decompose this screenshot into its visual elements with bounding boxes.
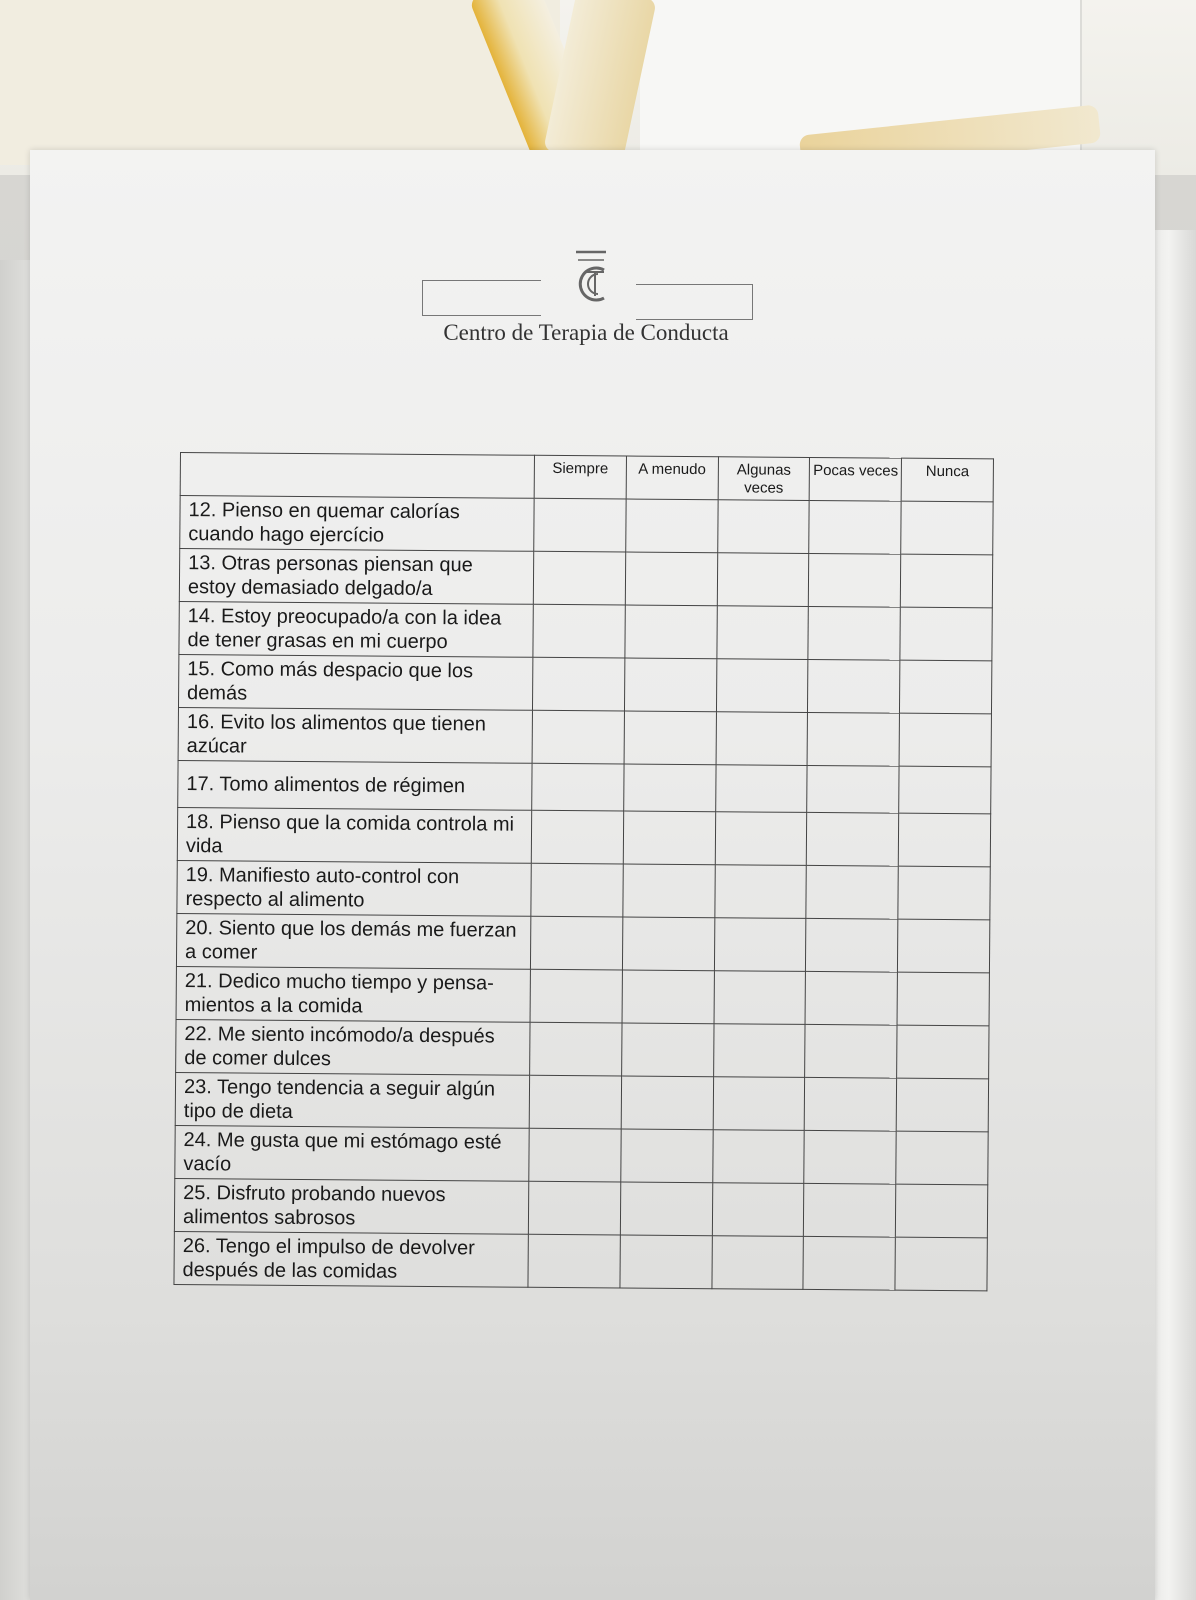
- column-header-a-menudo: A menudo: [626, 456, 718, 500]
- question-text: 14. Estoy preocupado/a con la idea de tener grasas en mi cuerpo: [179, 601, 533, 657]
- table-row: [179, 601, 992, 660]
- question-text: 26. Tengo el impulso de devolver después de las comidas: [174, 1231, 528, 1287]
- table-row: [180, 496, 993, 555]
- answer-cell[interactable]: [623, 811, 715, 865]
- answer-cell[interactable]: [807, 765, 899, 813]
- question-text: 18. Pienso que la comida controla mi vida: [177, 807, 531, 863]
- answer-cell[interactable]: [625, 552, 717, 606]
- answer-cell[interactable]: [622, 970, 714, 1024]
- letterhead-rule-left: [422, 280, 541, 316]
- answer-cell[interactable]: [712, 1130, 804, 1184]
- question-text: 17. Tomo alimentos de régimen: [178, 760, 532, 810]
- answer-cell[interactable]: [808, 659, 900, 713]
- question-text: 23. Tengo tendencia a seguir algún tipo de dieta: [175, 1072, 529, 1128]
- answer-cell[interactable]: [716, 659, 808, 713]
- answer-cell[interactable]: [898, 813, 990, 867]
- column-header-siempre: Siempre: [534, 455, 626, 499]
- answer-cell[interactable]: [899, 766, 991, 814]
- answer-cell[interactable]: [714, 971, 806, 1025]
- answer-cell[interactable]: [809, 500, 901, 554]
- answer-cell[interactable]: [530, 1022, 622, 1076]
- answer-cell[interactable]: [901, 501, 993, 555]
- answer-cell[interactable]: [621, 1023, 713, 1077]
- answer-cell[interactable]: [804, 1183, 896, 1237]
- answer-cell[interactable]: [803, 1236, 895, 1290]
- answer-cell[interactable]: [622, 917, 714, 971]
- answer-cell[interactable]: [896, 1184, 988, 1238]
- question-text: 21. Dedico mucho tiempo y pensa-mientos a la comida: [176, 966, 530, 1022]
- answer-cell[interactable]: [714, 918, 806, 972]
- answer-cell[interactable]: [713, 1024, 805, 1078]
- questionnaire-table: [173, 452, 994, 1291]
- plastic-sleeve-edge: [1150, 230, 1196, 1600]
- answer-cell[interactable]: [530, 916, 622, 970]
- answer-cell[interactable]: [529, 1075, 621, 1129]
- column-header-pocas-veces: Pocas veces: [810, 457, 902, 501]
- question-text: 25. Disfruto probando nuevos alimentos sabrosos: [174, 1178, 528, 1234]
- ctc-monogram-icon: [564, 248, 618, 308]
- answer-cell[interactable]: [624, 711, 716, 765]
- question-text: 15. Como más despacio que los demás: [178, 654, 532, 710]
- answer-cell[interactable]: [806, 865, 898, 919]
- answer-cell[interactable]: [713, 1077, 805, 1131]
- question-text: 20. Siento que los demás me fuerzan a comer: [176, 913, 530, 969]
- table-row: [178, 760, 991, 813]
- answer-cell[interactable]: [529, 1128, 621, 1182]
- answer-cell[interactable]: [626, 499, 718, 553]
- answer-cell[interactable]: [528, 1234, 620, 1288]
- column-header-algunas-veces: Algunas veces: [718, 457, 810, 501]
- answer-cell[interactable]: [621, 1129, 713, 1183]
- answer-cell[interactable]: [898, 919, 990, 973]
- answer-cell[interactable]: [896, 1131, 988, 1185]
- answer-cell[interactable]: [805, 1077, 897, 1131]
- answer-cell[interactable]: [715, 812, 807, 866]
- answer-cell[interactable]: [530, 969, 622, 1023]
- answer-cell[interactable]: [897, 972, 989, 1026]
- question-text: 13. Otras personas piensan que estoy demasiado delgado/a: [179, 549, 533, 605]
- answer-cell[interactable]: [896, 1078, 988, 1132]
- answer-cell[interactable]: [715, 765, 807, 813]
- table-row: [177, 860, 990, 919]
- organization-name: Centro de Terapia de Conducta: [443, 320, 729, 345]
- answer-cell[interactable]: [621, 1076, 713, 1130]
- answer-cell[interactable]: [717, 606, 809, 660]
- answer-cell[interactable]: [620, 1235, 712, 1289]
- answer-cell[interactable]: [807, 812, 899, 866]
- table-row: [178, 654, 991, 713]
- table-row: [176, 966, 989, 1025]
- answer-cell[interactable]: [712, 1183, 804, 1237]
- answer-cell[interactable]: [806, 918, 898, 972]
- answer-cell[interactable]: [532, 763, 624, 811]
- answer-cell[interactable]: [531, 810, 623, 864]
- answer-cell[interactable]: [533, 551, 625, 605]
- answer-cell[interactable]: [900, 660, 992, 714]
- answer-cell[interactable]: [808, 606, 900, 660]
- table-row: [175, 1125, 988, 1184]
- question-text: 16. Evito los alimentos que tienen azúcar: [178, 707, 532, 763]
- table-row: [179, 549, 992, 608]
- answer-cell[interactable]: [716, 712, 808, 766]
- table-row: [174, 1178, 987, 1237]
- answer-cell[interactable]: [805, 971, 897, 1025]
- answer-cell[interactable]: [897, 1025, 989, 1079]
- answer-cell[interactable]: [534, 498, 626, 552]
- answer-cell[interactable]: [805, 1024, 897, 1078]
- answer-cell[interactable]: [531, 863, 623, 917]
- answer-cell[interactable]: [528, 1181, 620, 1235]
- answer-cell[interactable]: [804, 1130, 896, 1184]
- answer-cell[interactable]: [623, 864, 715, 918]
- answer-cell[interactable]: [900, 607, 992, 661]
- letterhead-rule-right: [636, 284, 753, 320]
- question-text: 12. Pienso en quemar calorías cuando hago ejercício: [180, 496, 534, 552]
- answer-cell[interactable]: [899, 713, 991, 767]
- table-row: [175, 1072, 988, 1131]
- table-row: [177, 807, 990, 866]
- answer-cell[interactable]: [624, 658, 716, 712]
- answer-cell[interactable]: [714, 865, 806, 919]
- question-text: 19. Manifiesto auto-control con respecto al alimento: [177, 860, 531, 916]
- table-row: [174, 1231, 987, 1290]
- answer-cell[interactable]: [807, 712, 899, 766]
- answer-cell[interactable]: [900, 554, 992, 608]
- question-column-header: [180, 453, 534, 499]
- answer-cell[interactable]: [712, 1236, 804, 1290]
- answer-cell[interactable]: [898, 866, 990, 920]
- table-row: [176, 913, 989, 972]
- answer-cell[interactable]: [532, 710, 624, 764]
- answer-cell[interactable]: [625, 605, 717, 659]
- answer-cell[interactable]: [717, 500, 809, 554]
- column-header-nunca: Nunca: [901, 458, 993, 502]
- question-text: 22. Me siento incómodo/a después de comer dulces: [176, 1019, 530, 1075]
- table-row: [178, 707, 991, 766]
- table-header-row: [180, 453, 993, 502]
- answer-cell[interactable]: [895, 1237, 987, 1291]
- answer-cell[interactable]: [533, 657, 625, 711]
- answer-cell[interactable]: [624, 764, 716, 812]
- answer-cell[interactable]: [533, 604, 625, 658]
- question-text: 24. Me gusta que mi estómago esté vacío: [175, 1125, 529, 1181]
- table-row: [176, 1019, 989, 1078]
- answer-cell[interactable]: [809, 553, 901, 607]
- answer-cell[interactable]: [620, 1182, 712, 1236]
- folder-background: [0, 0, 560, 165]
- answer-cell[interactable]: [717, 553, 809, 607]
